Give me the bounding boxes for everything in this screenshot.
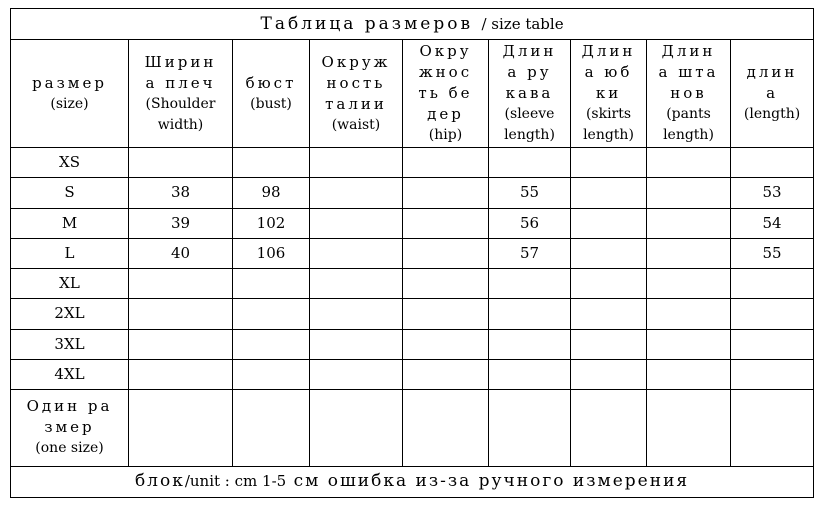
- table-cell: [403, 238, 489, 268]
- table-cell: 98: [233, 178, 310, 208]
- column-header-ru: длин: [746, 63, 798, 82]
- one-size-ru-line-2: змер: [44, 418, 95, 437]
- table-cell: [233, 269, 310, 299]
- table-row: [11, 329, 814, 359]
- column-header-ru: жнос: [418, 63, 473, 82]
- table-cell: 54: [731, 208, 814, 238]
- table-cell: [403, 208, 489, 238]
- table-cell: [310, 269, 403, 299]
- table-cell: [489, 148, 571, 178]
- column-header-en: (sleeve: [504, 106, 555, 123]
- table-cell: [310, 390, 403, 467]
- table-cell: [129, 329, 233, 359]
- table-cell: [489, 269, 571, 299]
- table-cell: [647, 208, 731, 238]
- one-size-row: [11, 390, 814, 467]
- column-header-ru: Длин: [502, 42, 557, 61]
- table-cell: [571, 299, 647, 329]
- table-cell: [403, 359, 489, 389]
- table-cell: [731, 299, 814, 329]
- table-cell: [129, 299, 233, 329]
- table-row: [11, 178, 814, 208]
- column-header-en: length): [663, 127, 714, 144]
- column-header-ru: ность: [326, 73, 386, 92]
- table-cell: [310, 208, 403, 238]
- table-cell: 55: [489, 178, 571, 208]
- column-header: [233, 40, 310, 148]
- table-cell: [571, 329, 647, 359]
- column-header-ru: ть бе: [418, 84, 473, 103]
- column-header-en: length): [504, 127, 555, 144]
- column-header-ru: а ру: [507, 63, 552, 82]
- table-cell: [310, 148, 403, 178]
- table-cell: 56: [489, 208, 571, 238]
- size-table: [10, 8, 814, 498]
- table-cell: [647, 269, 731, 299]
- table-cell: [647, 359, 731, 389]
- table-cell: [233, 148, 310, 178]
- column-header-en: (length): [743, 106, 801, 123]
- column-header-en: (Shoulder: [145, 95, 216, 112]
- table-cell: [489, 329, 571, 359]
- footer-row: [11, 466, 814, 497]
- table-cell: 38: [129, 178, 233, 208]
- table-cell: [571, 359, 647, 389]
- table-cell: [647, 329, 731, 359]
- column-header-en: (pants: [666, 106, 711, 123]
- column-header-ru: бюст: [245, 73, 297, 92]
- table-cell: [571, 148, 647, 178]
- table-cell: [647, 238, 731, 268]
- table-cell: [489, 390, 571, 467]
- table-row: [11, 148, 814, 178]
- table-cell: [571, 238, 647, 268]
- table-row: [11, 208, 814, 238]
- column-header: [403, 40, 489, 148]
- column-header: [129, 40, 233, 148]
- table-cell: [129, 148, 233, 178]
- column-header: [310, 40, 403, 148]
- table-cell: [310, 238, 403, 268]
- size-label-cell: XL: [11, 269, 129, 299]
- table-row: [11, 299, 814, 329]
- table-cell: [571, 208, 647, 238]
- table-cell: [647, 299, 731, 329]
- table-cell: [403, 148, 489, 178]
- table-cell: [233, 359, 310, 389]
- table-cell: [731, 148, 814, 178]
- column-header-ru: Длин: [661, 42, 716, 61]
- column-header-ru: а юб: [584, 63, 633, 82]
- footer-part-1: блок: [134, 471, 185, 492]
- table-cell: [403, 269, 489, 299]
- table-cell: [310, 329, 403, 359]
- column-header-en: width): [157, 116, 204, 133]
- table-cell: [571, 178, 647, 208]
- column-header-ru: талии: [325, 94, 387, 113]
- column-header: [647, 40, 731, 148]
- table-cell: [731, 359, 814, 389]
- column-header-ru: дер: [427, 105, 464, 124]
- column-header-ru: размер: [32, 73, 107, 92]
- table-cell: [403, 390, 489, 467]
- column-header: [731, 40, 814, 148]
- size-label-cell: XS: [11, 148, 129, 178]
- column-header-ru: Окру: [419, 42, 472, 61]
- table-cell: [571, 390, 647, 467]
- table-cell: [731, 390, 814, 467]
- header-row: [11, 40, 814, 148]
- column-header-ru: Окруж: [321, 52, 391, 71]
- column-header-ru: Ширин: [144, 52, 217, 71]
- column-header: [571, 40, 647, 148]
- size-label-cell: S: [11, 178, 129, 208]
- table-row: [11, 359, 814, 389]
- footer-note: [11, 466, 814, 497]
- table-cell: [647, 390, 731, 467]
- column-header-en: (hip): [428, 127, 463, 144]
- one-size-ru-line-1: Один ра: [26, 397, 113, 416]
- table-cell: [233, 299, 310, 329]
- table-cell: [310, 178, 403, 208]
- table-cell: [489, 299, 571, 329]
- one-size-cell: [11, 390, 129, 467]
- table-cell: [647, 148, 731, 178]
- table-cell: 40: [129, 238, 233, 268]
- table-title-ru: Таблица размеров: [260, 13, 474, 34]
- table-cell: 102: [233, 208, 310, 238]
- one-size-en: (one size): [35, 440, 104, 457]
- column-header-ru: а плеч: [145, 73, 216, 92]
- column-header-ru: а: [766, 84, 779, 103]
- table-cell: [233, 390, 310, 467]
- table-cell: [647, 178, 731, 208]
- table-cell: [233, 329, 310, 359]
- table-cell: [129, 269, 233, 299]
- table-cell: [403, 178, 489, 208]
- table-cell: [403, 299, 489, 329]
- column-header-ru: ки: [595, 84, 622, 103]
- table-cell: [489, 359, 571, 389]
- column-header-en: (waist): [331, 116, 381, 133]
- table-cell: [310, 359, 403, 389]
- table-cell: [129, 390, 233, 467]
- table-cell: 106: [233, 238, 310, 268]
- table-cell: 55: [731, 238, 814, 268]
- footer-part-2: /unit : cm 1-5: [184, 472, 287, 491]
- table-title-en: / size table: [481, 14, 564, 33]
- table-cell: 53: [731, 178, 814, 208]
- table-cell: [731, 329, 814, 359]
- table-cell: [731, 269, 814, 299]
- table-cell: [403, 329, 489, 359]
- column-header: [11, 40, 129, 148]
- size-label-cell: 2XL: [11, 299, 129, 329]
- table-row: [11, 269, 814, 299]
- column-header-ru: а шта: [658, 63, 719, 82]
- column-header-en: (size): [50, 95, 89, 112]
- size-label-cell: 3XL: [11, 329, 129, 359]
- table-title: [11, 9, 814, 40]
- table-body: [11, 148, 814, 390]
- column-header-ru: нов: [670, 84, 707, 103]
- size-label-cell: M: [11, 208, 129, 238]
- size-label-cell: L: [11, 238, 129, 268]
- column-header-en: (skirts: [585, 106, 632, 123]
- size-label-cell: 4XL: [11, 359, 129, 389]
- column-header: [489, 40, 571, 148]
- table-cell: [571, 269, 647, 299]
- table-cell: [310, 299, 403, 329]
- table-row: [11, 238, 814, 268]
- column-header-en: length): [583, 127, 634, 144]
- table-cell: 39: [129, 208, 233, 238]
- size-table-container: [10, 8, 813, 498]
- column-header-en: (bust): [250, 95, 292, 112]
- table-cell: 57: [489, 238, 571, 268]
- table-cell: [129, 359, 233, 389]
- column-header-ru: Длин: [581, 42, 636, 61]
- footer-part-3: см ошибка из-за ручного измерения: [293, 471, 690, 492]
- column-header-ru: кава: [505, 84, 554, 103]
